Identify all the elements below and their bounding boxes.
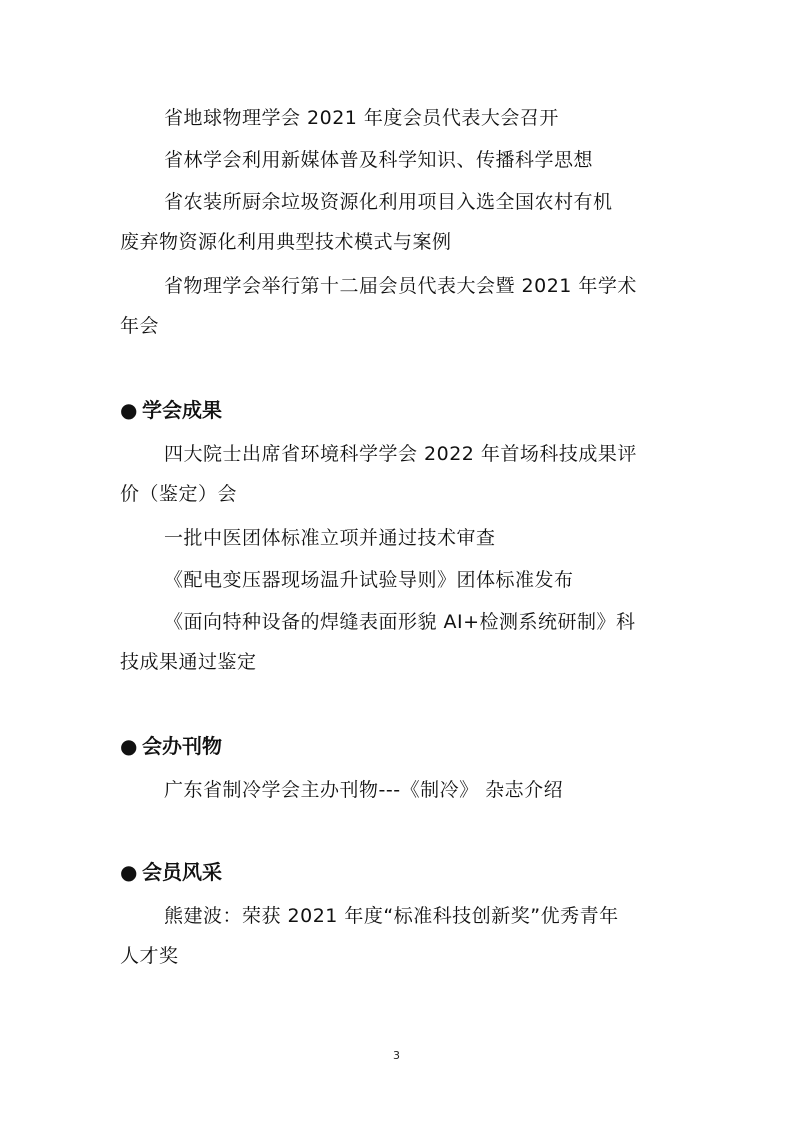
news-item-line: 熊建波：荣获 2021 年度“标准科技创新奖”优秀青年: [164, 905, 619, 927]
bullet-icon: ●: [120, 734, 138, 758]
section-heading-members: [120, 852, 222, 892]
news-item-line: 省林学会利用新媒体普及科学知识、传播科学思想: [164, 149, 594, 171]
news-item: [120, 518, 700, 558]
news-item: [120, 182, 700, 262]
news-item: [120, 560, 700, 600]
news-item-continuation: 年会: [120, 315, 160, 337]
news-item: [120, 98, 700, 138]
news-item: [120, 896, 700, 976]
news-item: [120, 140, 700, 180]
news-item: [120, 602, 700, 682]
news-item-continuation: 人才奖: [120, 945, 179, 967]
section-heading-label: 会员风采: [142, 860, 222, 884]
news-item-line: 一批中医团体标准立项并通过技术审查: [164, 527, 496, 549]
news-item-line: 《配电变压器现场温升试验导则》团体标准发布: [164, 569, 574, 591]
news-item-line: 省农装所厨余垃圾资源化利用项目入选全国农村有机: [164, 191, 613, 213]
news-item-line: 《面向特种设备的焊缝表面形貌 AI+检测系统研制》科: [164, 611, 636, 633]
section-heading-label: 会办刊物: [142, 734, 222, 758]
news-item-continuation: 技成果通过鉴定: [120, 651, 257, 673]
section-heading-label: 学会成果: [142, 398, 222, 422]
page-number: 3: [393, 1049, 400, 1062]
news-item-line: 四大院士出席省环境科学学会 2022 年首场科技成果评: [164, 443, 637, 465]
news-item: [120, 770, 700, 810]
news-item-continuation: 价（鉴定）会: [120, 483, 238, 505]
section-heading-publications: [120, 726, 222, 766]
bullet-icon: ●: [120, 398, 138, 422]
news-item-line: 省地球物理学会 2021 年度会员代表大会召开: [164, 107, 559, 129]
news-item-continuation: 废弃物资源化利用典型技术模式与案例: [120, 231, 452, 253]
news-item-line: 广东省制冷学会主办刊物---《制冷》 杂志介绍: [164, 779, 564, 801]
section-heading-achievements: [120, 390, 222, 430]
news-item-line: 省物理学会举行第十二届会员代表大会暨 2021 年学术: [164, 275, 637, 297]
news-item: [120, 434, 700, 514]
news-item: [120, 266, 700, 346]
bullet-icon: ●: [120, 860, 138, 884]
